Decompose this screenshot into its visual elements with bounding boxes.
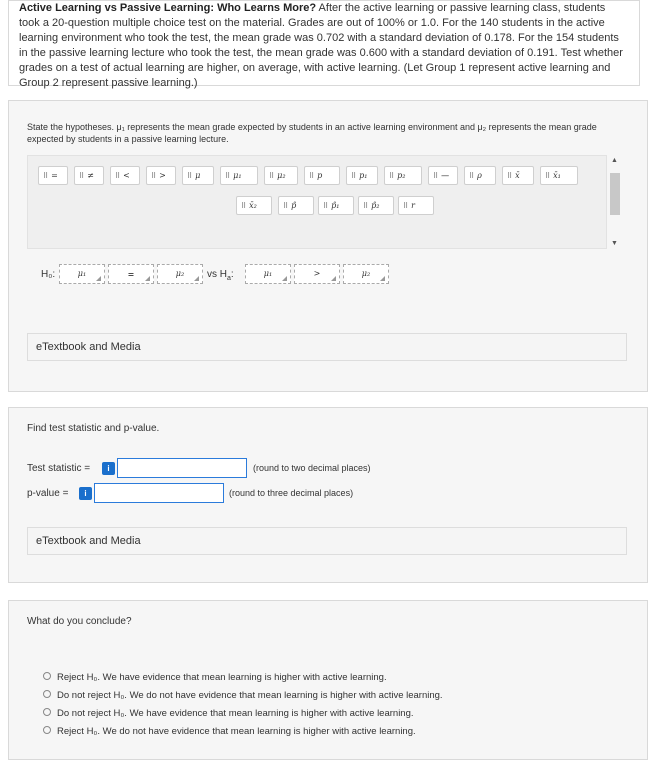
- pvalue-label: p-value =: [27, 488, 69, 499]
- symbol-tile[interactable]: [346, 166, 378, 185]
- test-statistic-input[interactable]: [117, 458, 247, 478]
- h0-slot-1[interactable]: [59, 264, 105, 284]
- h0-slot-1-value: μ₁: [77, 269, 87, 278]
- test-statistic-hint: (round to two decimal places): [253, 463, 371, 473]
- option-text: Reject H₀. We have evidence that mean learning is higher with active learning.: [57, 672, 387, 683]
- symbol-tile[interactable]: [398, 196, 434, 215]
- radio-button[interactable]: [43, 708, 51, 716]
- symbol-tile[interactable]: [220, 166, 258, 185]
- symbol-tile-label: ρ: [477, 171, 482, 180]
- h0-slot-3-value: μ₂: [175, 269, 185, 278]
- symbol-tile-label: p₁: [359, 171, 368, 180]
- symbol-tile[interactable]: [384, 166, 422, 185]
- drag-handle-icon[interactable]: ⠿: [241, 202, 246, 210]
- symbol-tile-label: <: [123, 171, 130, 180]
- vs-text: vs H: [207, 269, 227, 280]
- symbol-tile[interactable]: [278, 196, 314, 215]
- symbol-tile-label: p̂: [291, 201, 297, 210]
- drag-handle-icon[interactable]: ⠿: [363, 202, 368, 210]
- test-statistic-label: Test statistic =: [27, 463, 91, 474]
- conclusion-option[interactable]: [43, 672, 387, 683]
- symbol-tile-label: p̂₁: [331, 201, 340, 210]
- ha-slot-2-value: >: [313, 269, 321, 278]
- drag-handle-icon[interactable]: ⠿: [309, 172, 314, 180]
- radio-button[interactable]: [43, 726, 51, 734]
- symbol-tile[interactable]: [182, 166, 214, 185]
- drag-handle-icon[interactable]: ⠿: [151, 172, 156, 180]
- etextbook-link[interactable]: eTextbook and Media: [27, 333, 627, 361]
- info-icon[interactable]: i: [102, 462, 115, 475]
- symbol-tile[interactable]: [464, 166, 496, 185]
- pvalue-input[interactable]: [94, 483, 224, 503]
- ha-slot-1[interactable]: [245, 264, 291, 284]
- symbol-tile-label: x̄₂: [249, 201, 257, 210]
- stats-prompt: Find test statistic and p-value.: [27, 423, 160, 434]
- drag-handle-icon[interactable]: ⠿: [225, 172, 230, 180]
- drag-handle-icon[interactable]: ⠿: [187, 172, 192, 180]
- option-text: Do not reject H₀. We do not have evidence that mean learning is higher with active learning.: [57, 690, 443, 701]
- conclusion-prompt: What do you conclude?: [27, 616, 132, 627]
- symbol-tile[interactable]: [428, 166, 458, 185]
- h0-slot-2[interactable]: [108, 264, 154, 284]
- problem-text: After the active learning or passive learning class, students took a 20-question multiple choice test on the material. Grades are out of 100% or 1.0. For the 140 students in the active learning environment who took the test, the mean grade was 0.702 with a standard deviation of 0.178. For the 154 students in the passive learning lecture who took the test, the mean grade was 0.600 with a standard deviation of 0.191. Test whether grades on a test of actual learning are higher, on average, with active learning. (Let Group 1 represent active learning and Group 2 represent passive learning.): [19, 2, 623, 89]
- option-text: Reject H₀. We do not have evidence that mean learning is higher with active learning.: [57, 726, 416, 737]
- symbol-tile-label: p̂₂: [371, 201, 380, 210]
- hypotheses-prompt: State the hypotheses. μ₁ represents the mean grade expected by students in an active learning environment and μ₂ represents the mean grade expected by students in a passive learning lecture.: [27, 122, 597, 144]
- ha-slot-2[interactable]: [294, 264, 340, 284]
- drag-handle-icon[interactable]: ⠿: [323, 202, 328, 210]
- symbol-tile[interactable]: [540, 166, 578, 185]
- drag-handle-icon[interactable]: ⠿: [469, 172, 474, 180]
- symbol-tile[interactable]: [304, 166, 340, 185]
- drag-handle-icon[interactable]: ⠿: [43, 172, 48, 180]
- option-text: Do not reject H₀. We have evidence that mean learning is higher with active learning.: [57, 708, 414, 719]
- scroll-up-icon[interactable]: ▲: [611, 157, 618, 164]
- drag-handle-icon[interactable]: ⠿: [507, 172, 512, 180]
- drag-handle-icon[interactable]: ⠿: [389, 172, 394, 180]
- symbol-tile[interactable]: [264, 166, 298, 185]
- info-icon[interactable]: i: [79, 487, 92, 500]
- symbol-palette: [27, 155, 607, 249]
- radio-button[interactable]: [43, 672, 51, 680]
- symbol-tile[interactable]: [74, 166, 104, 185]
- symbol-tile[interactable]: [38, 166, 68, 185]
- palette-scrollbar[interactable]: [609, 157, 621, 247]
- ha-slot-3[interactable]: [343, 264, 389, 284]
- symbol-tile[interactable]: [236, 196, 272, 215]
- symbol-tile[interactable]: [110, 166, 140, 185]
- drag-handle-icon[interactable]: ⠿: [283, 202, 288, 210]
- drag-handle-icon[interactable]: ⠿: [433, 172, 438, 180]
- symbol-tile-label: p₂: [397, 171, 406, 180]
- conclusion-option[interactable]: [43, 726, 416, 737]
- problem-statement: [8, 0, 640, 89]
- scroll-down-icon[interactable]: ▼: [611, 240, 618, 247]
- symbol-tile[interactable]: [318, 196, 354, 215]
- ha-label: vs $H_a$:: [207, 269, 234, 282]
- symbol-tile-label: =: [51, 171, 58, 180]
- ha-subscript: a: [227, 275, 231, 282]
- test-statistic-section: [8, 407, 648, 583]
- drag-handle-icon[interactable]: ⠿: [115, 172, 120, 180]
- pvalue-hint: (round to three decimal places): [229, 488, 354, 498]
- h0-slot-2-value: =: [127, 269, 135, 279]
- symbol-tile-label: p: [317, 171, 323, 180]
- symbol-tile-label: μ₂: [277, 171, 286, 180]
- ha-slot-3-value: μ₂: [361, 269, 371, 278]
- symbol-tile-label: x̄: [515, 171, 520, 180]
- symbol-tile-label: —: [441, 171, 450, 180]
- h0-slot-3[interactable]: [157, 264, 203, 284]
- symbol-tile[interactable]: [358, 196, 394, 215]
- ha-slot-1-value: μ₁: [263, 269, 273, 278]
- conclusion-option[interactable]: [43, 708, 414, 719]
- drag-handle-icon[interactable]: ⠿: [351, 172, 356, 180]
- drag-handle-icon[interactable]: ⠿: [79, 172, 84, 180]
- symbol-tile-label: >: [159, 171, 166, 180]
- radio-button[interactable]: [43, 690, 51, 698]
- drag-handle-icon[interactable]: ⠿: [545, 172, 550, 180]
- h0-label: H₀:: [41, 269, 56, 280]
- symbol-tile[interactable]: [146, 166, 176, 185]
- problem-title: Active Learning vs Passive Learning: Who Learns More?: [19, 2, 317, 14]
- drag-handle-icon[interactable]: ⠿: [269, 172, 274, 180]
- etextbook-link[interactable]: eTextbook and Media: [27, 527, 627, 555]
- symbol-tile[interactable]: [502, 166, 534, 185]
- hypotheses-section: [8, 100, 648, 392]
- symbol-tile-label: x̄₁: [553, 171, 561, 180]
- symbol-tile-label: μ₁: [233, 171, 242, 180]
- scroll-thumb[interactable]: [610, 173, 620, 215]
- conclusion-option[interactable]: [43, 690, 443, 701]
- symbol-tile-label: r: [411, 201, 415, 210]
- symbol-tile-label: ≠: [87, 171, 94, 180]
- drag-handle-icon[interactable]: ⠿: [403, 202, 408, 210]
- symbol-tile-label: μ: [195, 171, 201, 180]
